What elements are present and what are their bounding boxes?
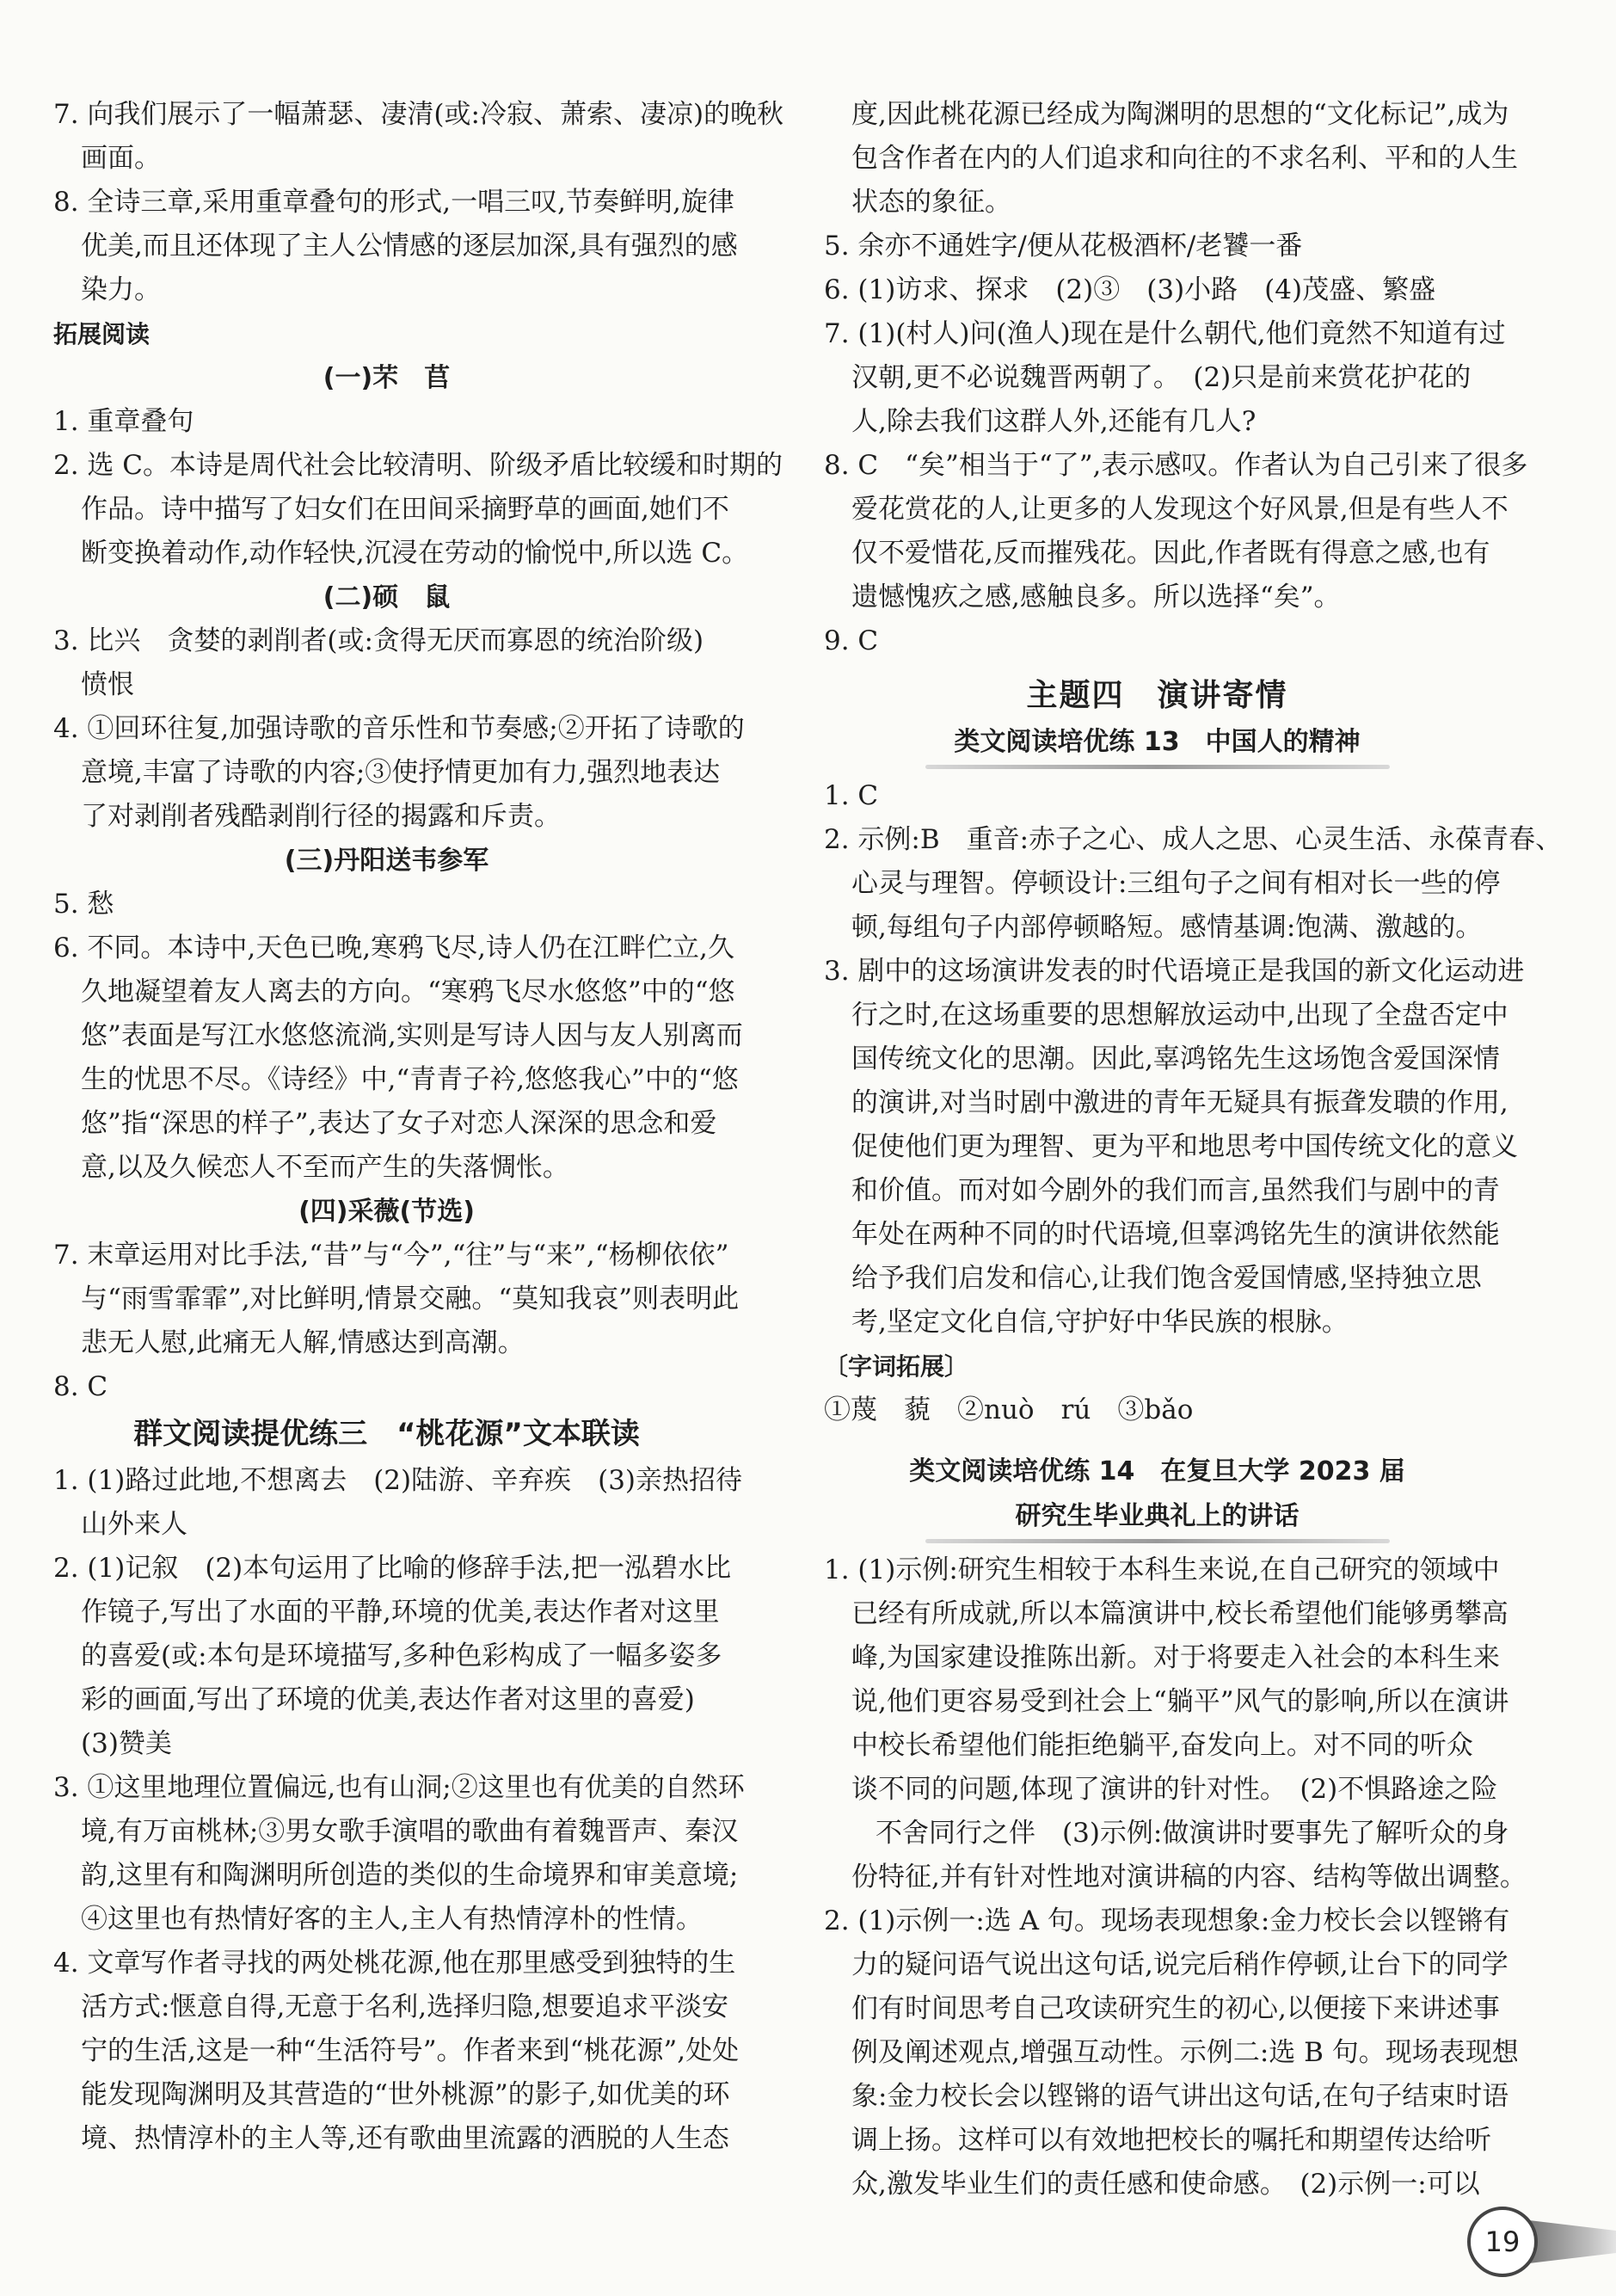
- subsection-title: (四)采薇(节选): [298, 1197, 475, 1227]
- section-label-extended-reading: 拓展阅读: [53, 320, 151, 348]
- text-line: 6. (1)访求、探求 (2)③ (3)小路 (4)茂盛、繁盛: [824, 274, 1436, 305]
- text-line: 已经有所成就,所以本篇演讲中,校长希望他们能够勇攀高: [851, 1598, 1508, 1629]
- text-line: 和价值。而对如今剧外的我们而言,虽然我们与剧中的青: [851, 1175, 1500, 1206]
- text-line: 力的疑问语气说出这句话,说完后稍作停顿,让台下的同学: [851, 1949, 1508, 1980]
- text-line: 8. C “矣”相当于“了”,表示感叹。作者认为自己引来了很多: [824, 450, 1528, 481]
- text-line: 悠”表面是写江水悠悠流淌,实则是写诗人因与友人别离而: [81, 1020, 743, 1051]
- text-line: 断变换着动作,动作轻快,沉浸在劳动的愉悦中,所以选 C。: [81, 538, 749, 569]
- exercise-title-14-line2: 研究生毕业典礼上的讲话: [1015, 1501, 1300, 1531]
- text-line: 心灵与理智。停顿设计:三组句子之间有相对长一些的停: [851, 868, 1501, 899]
- left-column: [53, 93, 784, 2161]
- text-line: 4. ①回环往复,加强诗歌的音乐性和节奏感;②开拓了诗歌的: [53, 713, 745, 744]
- text-line: 彩的画面,写出了环境的优美,表达作者对这里的喜爱): [81, 1684, 695, 1715]
- text-line: 愤恨: [81, 669, 134, 700]
- text-line: 久地凝望着友人离去的方向。“寒鸦飞尽水悠悠”中的“悠: [81, 976, 735, 1007]
- text-line: 2. 选 C。本诗是周代社会比较清明、阶级矛盾比较缓和时期的: [53, 450, 783, 481]
- text-line: 谈不同的问题,体现了演讲的针对性。 (2)不惧路途之险: [851, 1774, 1498, 1805]
- word-extension-label: 〔字词拓展〕: [824, 1352, 969, 1381]
- text-line: 2. (1)示例一:选 A 句。现场表现想象:金力校长会以铿锵有: [824, 1905, 1510, 1936]
- text-line: 度,因此桃花源已经成为陶渊明的思想的“文化标记”,成为: [851, 99, 1509, 130]
- text-line: 说,他们更容易受到社会上“躺平”风气的影响,所以在演讲: [851, 1686, 1509, 1717]
- text-line: 宁的生活,这是一种“生活符号”。作者来到“桃花源”,处处: [81, 2035, 740, 2066]
- text-line: 顿,每组句子内部停顿略短。感情基调:饱满、激越的。: [851, 912, 1483, 943]
- text-line: 1. (1)路过此地,不想离去 (2)陆游、辛弃疾 (3)亲热招待: [53, 1465, 743, 1496]
- text-line: (3)赞美: [81, 1728, 172, 1759]
- text-line: 行之时,在这场重要的思想解放运动中,出现了全盘否定中: [851, 1000, 1508, 1031]
- text-line: 例及阐述观点,增强互动性。示例二:选 B 句。现场表现想: [851, 2037, 1519, 2068]
- text-line: 考,坚定文化自信,守护好中华民族的根脉。: [851, 1307, 1349, 1338]
- text-line: 仅不爱惜花,反而摧残花。因此,作者既有得意之感,也有: [851, 538, 1490, 569]
- text-line: 年处在两种不同的时代语境,但辜鸿铭先生的演讲依然能: [851, 1219, 1500, 1250]
- text-line: 的喜爱(或:本句是环境描写,多种色彩构成了一幅多姿多: [81, 1640, 722, 1671]
- text-line: 活方式:惬意自得,无意于名利,选择归隐,想要追求平淡安: [81, 1991, 729, 2022]
- text-line: 意境,丰富了诗歌的内容;③使抒情更加有力,强烈地表达: [81, 757, 721, 788]
- text-line: 1. 重章叠句: [53, 406, 194, 437]
- subsection-title: (三)丹阳送韦参军: [284, 846, 489, 876]
- text-line: 5. 余亦不通姓字/便从花极酒杯/老饕一番: [824, 231, 1303, 262]
- text-line: 悲无人慰,此痛无人解,情感达到高潮。: [81, 1327, 525, 1358]
- text-line: 遗憾愧疚之感,感触良多。所以选择“矣”。: [851, 582, 1341, 612]
- subsection-title: (一)芣 苢: [323, 363, 451, 393]
- text-line: 7. 末章运用对比手法,“昔”与“今”,“往”与“来”,“杨柳依依”: [53, 1240, 729, 1271]
- text-line: ④这里也有热情好客的主人,主人有热情淳朴的性情。: [81, 1904, 703, 1935]
- text-line: 2. 示例:B 重音:赤子之心、成人之思、心灵生活、永葆青春、: [824, 824, 1563, 855]
- text-line: 3. 比兴 贪婪的剥削者(或:贪得无厌而寡恩的统治阶级): [53, 625, 704, 656]
- text-line: 染力。: [81, 274, 161, 305]
- page-number: 19: [1467, 2207, 1538, 2277]
- text-line: 峰,为国家建设推陈出新。对于将要走入社会的本科生来: [851, 1642, 1500, 1673]
- text-line: 象:金力校长会以铿锵的语气讲出这句话,在句子结束时语: [851, 2081, 1509, 2112]
- text-line: 7. (1)(村人)问(渔人)现在是什么朝代,他们竟然不知道有过: [824, 318, 1506, 349]
- text-line: 5. 愁: [53, 889, 114, 920]
- text-line: 不舍同行之伴 (3)示例:做演讲时要事先了解听众的身: [876, 1818, 1509, 1849]
- text-line: 意,以及久候恋人不至而产生的失落惆怅。: [81, 1152, 569, 1183]
- text-line: 6. 不同。本诗中,天色已晚,寒鸦飞尽,诗人仍在江畔伫立,久: [53, 933, 734, 963]
- text-line: 促使他们更为理智、更为平和地思考中国传统文化的意义: [851, 1131, 1518, 1162]
- text-line: 国传统文化的思潮。因此,辜鸿铭先生这场饱含爱国深情: [851, 1043, 1500, 1074]
- text-line: 韵,这里有和陶渊明所创造的类似的生命境界和审美意境;: [81, 1860, 739, 1891]
- text-line: 作镜子,写出了水面的平静,环境的优美,表达作者对这里: [81, 1597, 720, 1628]
- text-line: 汉朝,更不必说魏晋两朝了。 (2)只是前来赏花护花的: [851, 362, 1472, 393]
- group-reading-title: 群文阅读提优练三 “桃花源”文本联读: [133, 1417, 640, 1451]
- text-line: 境,有万亩桃林;③男女歌手演唱的歌曲有着魏晋声、秦汉: [81, 1816, 739, 1847]
- exercise-title-14: 类文阅读培优练 14 在复旦大学 2023 届: [909, 1456, 1405, 1487]
- text-line: 境、热情淳朴的主人等,还有歌曲里流露的洒脱的人生态: [81, 2123, 729, 2154]
- text-line: 包含作者在内的人们追求和向往的不求名利、平和的人生: [851, 143, 1518, 174]
- text-line: 能发现陶渊明及其营造的“世外桃源”的影子,如优美的环: [81, 2079, 730, 2110]
- title-underline: [925, 1539, 1390, 1543]
- text-line: 生的忧思不尽。《诗经》中,“青青子衿,悠悠我心”中的“悠: [81, 1064, 739, 1095]
- text-line: 2. (1)记叙 (2)本句运用了比喻的修辞手法,把一泓碧水比: [53, 1553, 732, 1584]
- text-line: 优美,而且还体现了主人公情感的逐层加深,具有强烈的感: [81, 231, 738, 262]
- text-line: 中校长希望他们能拒绝躺平,奋发向上。对不同的听众: [851, 1730, 1473, 1761]
- text-line: 1. (1)示例:研究生相较于本科生来说,在自己研究的领域中: [824, 1554, 1500, 1585]
- text-line: ①蔑 藐 ②nuò rú ③bǎo: [824, 1394, 1194, 1425]
- theme-title: 主题四 演讲寄情: [1026, 678, 1288, 713]
- text-line: 山外来人: [81, 1509, 187, 1540]
- text-line: 8. 全诗三章,采用重章叠句的形式,一唱三叹,节奏鲜明,旋律: [53, 187, 734, 218]
- text-line: 悠”指“深思的样子”,表达了女子对恋人深深的思念和爱: [81, 1108, 717, 1139]
- text-line: 9. C: [824, 625, 879, 656]
- text-line: 了对剥削者残酷剥削行径的揭露和斥责。: [81, 801, 561, 832]
- text-line: 爱花赏花的人,让更多的人发现这个好风景,但是有些人不: [851, 494, 1508, 525]
- text-line: 众,激发毕业生们的责任感和使命感。 (2)示例一:可以: [851, 2169, 1480, 2200]
- text-line: 7. 向我们展示了一幅萧瑟、凄清(或:冷寂、萧索、凄凉)的晚秋: [53, 99, 784, 130]
- text-line: 3. 剧中的这场演讲发表的时代语境正是我国的新文化运动进: [824, 956, 1525, 987]
- text-line: 调上扬。这样可以有效地把校长的嘱托和期望传达给听: [851, 2125, 1491, 2156]
- text-line: 给予我们启发和信心,让我们饱含爱国情感,坚持独立思: [851, 1263, 1482, 1294]
- text-line: 状态的象征。: [851, 187, 1011, 218]
- text-line: 人,除去我们这群人外,还能有几人?: [851, 406, 1257, 437]
- exercise-title-13: 类文阅读培优练 13 中国人的精神: [954, 727, 1361, 757]
- text-line: 4. 文章写作者寻找的两处桃花源,他在那里感受到独特的生: [53, 1948, 736, 1979]
- text-line: 作品。诗中描写了妇女们在田间采摘野草的画面,她们不: [81, 494, 729, 525]
- text-line: 与“雨雪霏霏”,对比鲜明,情景交融。“莫知我哀”则表明此: [81, 1283, 740, 1314]
- subsection-title: (二)硕 鼠: [323, 582, 451, 612]
- text-line: 8. C: [53, 1371, 108, 1402]
- text-line: 1. C: [824, 780, 879, 811]
- text-line: 的演讲,对当时剧中激进的青年无疑具有振聋发聩的作用,: [851, 1087, 1508, 1118]
- text-line: 画面。: [81, 143, 161, 174]
- text-line: 3. ①这里地理位置偏远,也有山洞;②这里也有优美的自然环: [53, 1772, 745, 1803]
- title-underline: [925, 765, 1390, 769]
- text-line: 们有时间思考自己攻读研究生的初心,以便接下来讲述事: [851, 1993, 1500, 2024]
- right-column: [824, 93, 1563, 2207]
- text-line: 份特征,并有针对性地对演讲稿的内容、结构等做出调整。: [851, 1862, 1527, 1893]
